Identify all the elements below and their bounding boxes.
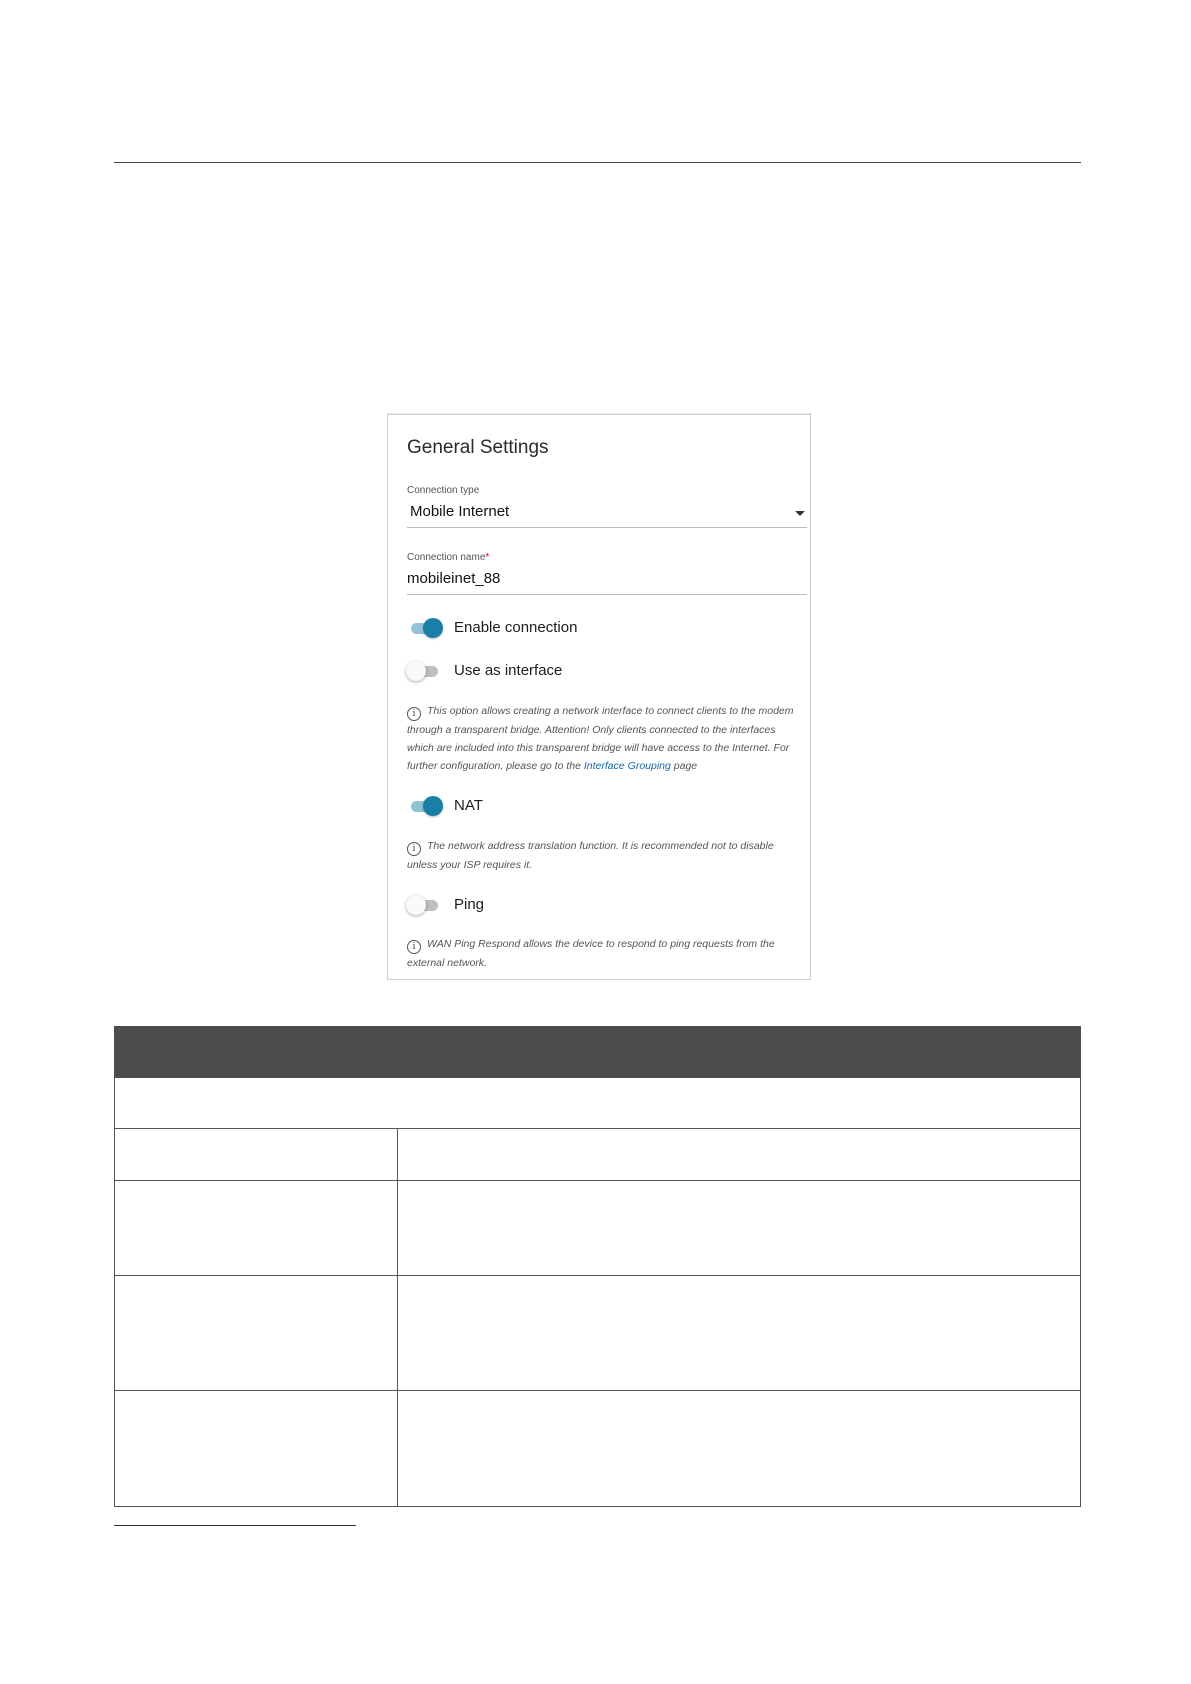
table-cell-divider xyxy=(397,1276,398,1390)
interface-grouping-link[interactable]: Interface Grouping xyxy=(583,760,671,772)
connection-name-input[interactable]: mobileinet_88 xyxy=(407,570,501,587)
enable-connection-label: Enable connection xyxy=(454,619,578,636)
info-icon: i xyxy=(407,842,421,856)
ping-toggle[interactable] xyxy=(406,894,440,916)
nat-hint: i The network address translation function. It is recommended not to disable unless your ISP requires it. xyxy=(407,840,774,871)
use-as-interface-hint: i This option allows creating a network interface to connect clients to the modem through a transparent bridge. Attention! Only clients connected to the interfaces which are included into this transparent bridge will have access to the Internet. For further configuration, please go to the Interface Grouping page xyxy=(407,705,794,772)
table-header xyxy=(114,1026,1081,1078)
general-settings-panel xyxy=(387,414,811,980)
nat-toggle[interactable] xyxy=(409,795,443,817)
table-cell-divider xyxy=(397,1181,398,1275)
connection-type-label: Connection type xyxy=(407,485,480,496)
connection-name-label: Connection name* xyxy=(407,552,490,563)
table-section-row xyxy=(114,1078,1081,1129)
chevron-down-icon[interactable] xyxy=(795,511,805,516)
panel-title: General Settings xyxy=(407,437,549,458)
connection-name-underline xyxy=(407,594,807,595)
required-mark: * xyxy=(485,552,490,563)
table-cell-divider xyxy=(397,1391,398,1506)
use-as-interface-toggle[interactable] xyxy=(406,660,440,682)
toggle-knob xyxy=(406,661,426,681)
toggle-knob xyxy=(423,618,443,638)
nat-label: NAT xyxy=(454,797,483,814)
table-row xyxy=(114,1181,1081,1276)
use-as-interface-label: Use as interface xyxy=(454,662,563,679)
header-rule xyxy=(114,162,1081,163)
toggle-knob xyxy=(423,796,443,816)
table-row xyxy=(114,1391,1081,1507)
info-icon: i xyxy=(407,940,421,954)
footnote-rule xyxy=(114,1525,356,1526)
table-row xyxy=(114,1276,1081,1391)
connection-type-select[interactable]: Mobile Internet xyxy=(410,503,510,520)
table-cell-divider xyxy=(397,1129,398,1180)
toggle-knob xyxy=(406,895,426,915)
table-row xyxy=(114,1129,1081,1181)
enable-connection-toggle[interactable] xyxy=(409,617,443,639)
ping-hint: i WAN Ping Respond allows the device to respond to ping requests from the external network. xyxy=(407,938,775,969)
ping-label: Ping xyxy=(454,896,485,913)
connection-type-underline xyxy=(407,527,807,528)
info-icon: i xyxy=(407,707,421,721)
